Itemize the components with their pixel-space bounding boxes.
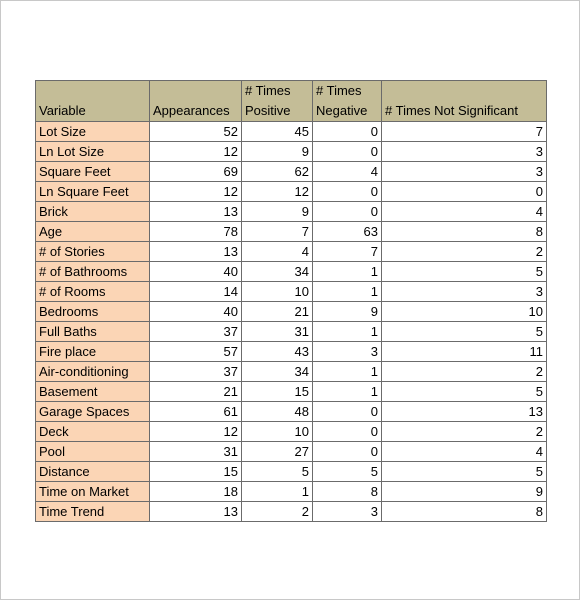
- appearances-cell: 40: [150, 302, 242, 322]
- variable-cell: Age: [36, 222, 150, 242]
- negative-cell: 1: [313, 322, 382, 342]
- variable-cell: Fire place: [36, 342, 150, 362]
- header-negative-line2: Negative: [316, 103, 368, 118]
- positive-cell: 21: [242, 302, 313, 322]
- negative-cell: 63: [313, 222, 382, 242]
- header-variable: [36, 81, 150, 122]
- positive-cell: 48: [242, 402, 313, 422]
- negative-cell: 0: [313, 442, 382, 462]
- not-significant-cell: 7: [382, 122, 547, 142]
- appearances-cell: 14: [150, 282, 242, 302]
- appearances-cell: 13: [150, 202, 242, 222]
- negative-cell: 0: [313, 402, 382, 422]
- positive-cell: 62: [242, 162, 313, 182]
- not-significant-cell: 5: [382, 322, 547, 342]
- positive-cell: 10: [242, 282, 313, 302]
- header-not-significant-label: # Times Not Significant: [385, 103, 518, 118]
- positive-cell: 5: [242, 462, 313, 482]
- not-significant-cell: 3: [382, 142, 547, 162]
- negative-cell: 0: [313, 422, 382, 442]
- positive-cell: 45: [242, 122, 313, 142]
- table-body: [36, 122, 547, 522]
- variable-cell: Basement: [36, 382, 150, 402]
- positive-cell: 7: [242, 222, 313, 242]
- variable-cell: Time Trend: [36, 502, 150, 522]
- positive-cell: 31: [242, 322, 313, 342]
- positive-cell: 27: [242, 442, 313, 462]
- header-positive-line2: Positive: [245, 103, 291, 118]
- negative-cell: 0: [313, 122, 382, 142]
- variable-cell: # of Bathrooms: [36, 262, 150, 282]
- not-significant-cell: 13: [382, 402, 547, 422]
- positive-cell: 43: [242, 342, 313, 362]
- variable-cell: Air-conditioning: [36, 362, 150, 382]
- header-times-positive: [242, 81, 313, 122]
- not-significant-cell: 10: [382, 302, 547, 322]
- variable-cell: Square Feet: [36, 162, 150, 182]
- header-times-negative: [313, 81, 382, 122]
- positive-cell: 34: [242, 262, 313, 282]
- negative-cell: 9: [313, 302, 382, 322]
- variable-cell: # of Stories: [36, 242, 150, 262]
- header-variable-label: Variable: [39, 103, 86, 118]
- negative-cell: 3: [313, 502, 382, 522]
- variable-cell: Time on Market: [36, 482, 150, 502]
- positive-cell: 9: [242, 142, 313, 162]
- variable-cell: Ln Lot Size: [36, 142, 150, 162]
- table-row: [36, 302, 547, 322]
- not-significant-cell: 8: [382, 502, 547, 522]
- appearances-cell: 40: [150, 262, 242, 282]
- negative-cell: 1: [313, 262, 382, 282]
- header-appearances: [150, 81, 242, 122]
- table-row: [36, 202, 547, 222]
- not-significant-cell: 11: [382, 342, 547, 362]
- positive-cell: 9: [242, 202, 313, 222]
- table-row: [36, 262, 547, 282]
- header-row: [36, 81, 547, 122]
- header-not-significant: [382, 81, 547, 122]
- not-significant-cell: 9: [382, 482, 547, 502]
- appearances-cell: 12: [150, 182, 242, 202]
- negative-cell: 1: [313, 362, 382, 382]
- not-significant-cell: 2: [382, 362, 547, 382]
- appearances-cell: 21: [150, 382, 242, 402]
- appearances-cell: 13: [150, 242, 242, 262]
- appearances-cell: 37: [150, 322, 242, 342]
- negative-cell: 1: [313, 382, 382, 402]
- not-significant-cell: 5: [382, 262, 547, 282]
- negative-cell: 0: [313, 202, 382, 222]
- negative-cell: 8: [313, 482, 382, 502]
- not-significant-cell: 0: [382, 182, 547, 202]
- appearances-cell: 18: [150, 482, 242, 502]
- positive-cell: 15: [242, 382, 313, 402]
- appearances-cell: 69: [150, 162, 242, 182]
- table-row: [36, 422, 547, 442]
- positive-cell: 34: [242, 362, 313, 382]
- not-significant-cell: 4: [382, 202, 547, 222]
- variables-table: [35, 80, 547, 522]
- not-significant-cell: 2: [382, 242, 547, 262]
- not-significant-cell: 2: [382, 422, 547, 442]
- variable-cell: Distance: [36, 462, 150, 482]
- variable-cell: Lot Size: [36, 122, 150, 142]
- table-row: [36, 502, 547, 522]
- not-significant-cell: 8: [382, 222, 547, 242]
- table-row: [36, 122, 547, 142]
- table-row: [36, 382, 547, 402]
- positive-cell: 1: [242, 482, 313, 502]
- appearances-cell: 31: [150, 442, 242, 462]
- positive-cell: 12: [242, 182, 313, 202]
- negative-cell: 1: [313, 282, 382, 302]
- appearances-cell: 37: [150, 362, 242, 382]
- variable-cell: Pool: [36, 442, 150, 462]
- table-row: [36, 342, 547, 362]
- table-row: [36, 162, 547, 182]
- negative-cell: 4: [313, 162, 382, 182]
- header-positive-line1: # Times: [245, 83, 291, 98]
- table-row: [36, 242, 547, 262]
- negative-cell: 0: [313, 182, 382, 202]
- positive-cell: 4: [242, 242, 313, 262]
- appearances-cell: 15: [150, 462, 242, 482]
- negative-cell: 5: [313, 462, 382, 482]
- table-row: [36, 182, 547, 202]
- appearances-cell: 57: [150, 342, 242, 362]
- positive-cell: 2: [242, 502, 313, 522]
- variable-cell: Deck: [36, 422, 150, 442]
- not-significant-cell: 5: [382, 462, 547, 482]
- header-negative-line1: # Times: [316, 83, 362, 98]
- negative-cell: 7: [313, 242, 382, 262]
- not-significant-cell: 3: [382, 282, 547, 302]
- variable-cell: Garage Spaces: [36, 402, 150, 422]
- variable-cell: # of Rooms: [36, 282, 150, 302]
- appearances-cell: 78: [150, 222, 242, 242]
- table-row: [36, 482, 547, 502]
- table-row: [36, 402, 547, 422]
- table-row: [36, 442, 547, 462]
- appearances-cell: 13: [150, 502, 242, 522]
- appearances-cell: 61: [150, 402, 242, 422]
- not-significant-cell: 4: [382, 442, 547, 462]
- table-row: [36, 142, 547, 162]
- header-appearances-label: Appearances: [153, 103, 230, 118]
- not-significant-cell: 3: [382, 162, 547, 182]
- table-row: [36, 322, 547, 342]
- negative-cell: 3: [313, 342, 382, 362]
- variable-cell: Brick: [36, 202, 150, 222]
- table-row: [36, 462, 547, 482]
- appearances-cell: 12: [150, 142, 242, 162]
- variable-cell: Bedrooms: [36, 302, 150, 322]
- variable-cell: Full Baths: [36, 322, 150, 342]
- positive-cell: 10: [242, 422, 313, 442]
- appearances-cell: 12: [150, 422, 242, 442]
- negative-cell: 0: [313, 142, 382, 162]
- appearances-cell: 52: [150, 122, 242, 142]
- table-row: [36, 282, 547, 302]
- table-row: [36, 222, 547, 242]
- variable-cell: Ln Square Feet: [36, 182, 150, 202]
- table-row: [36, 362, 547, 382]
- not-significant-cell: 5: [382, 382, 547, 402]
